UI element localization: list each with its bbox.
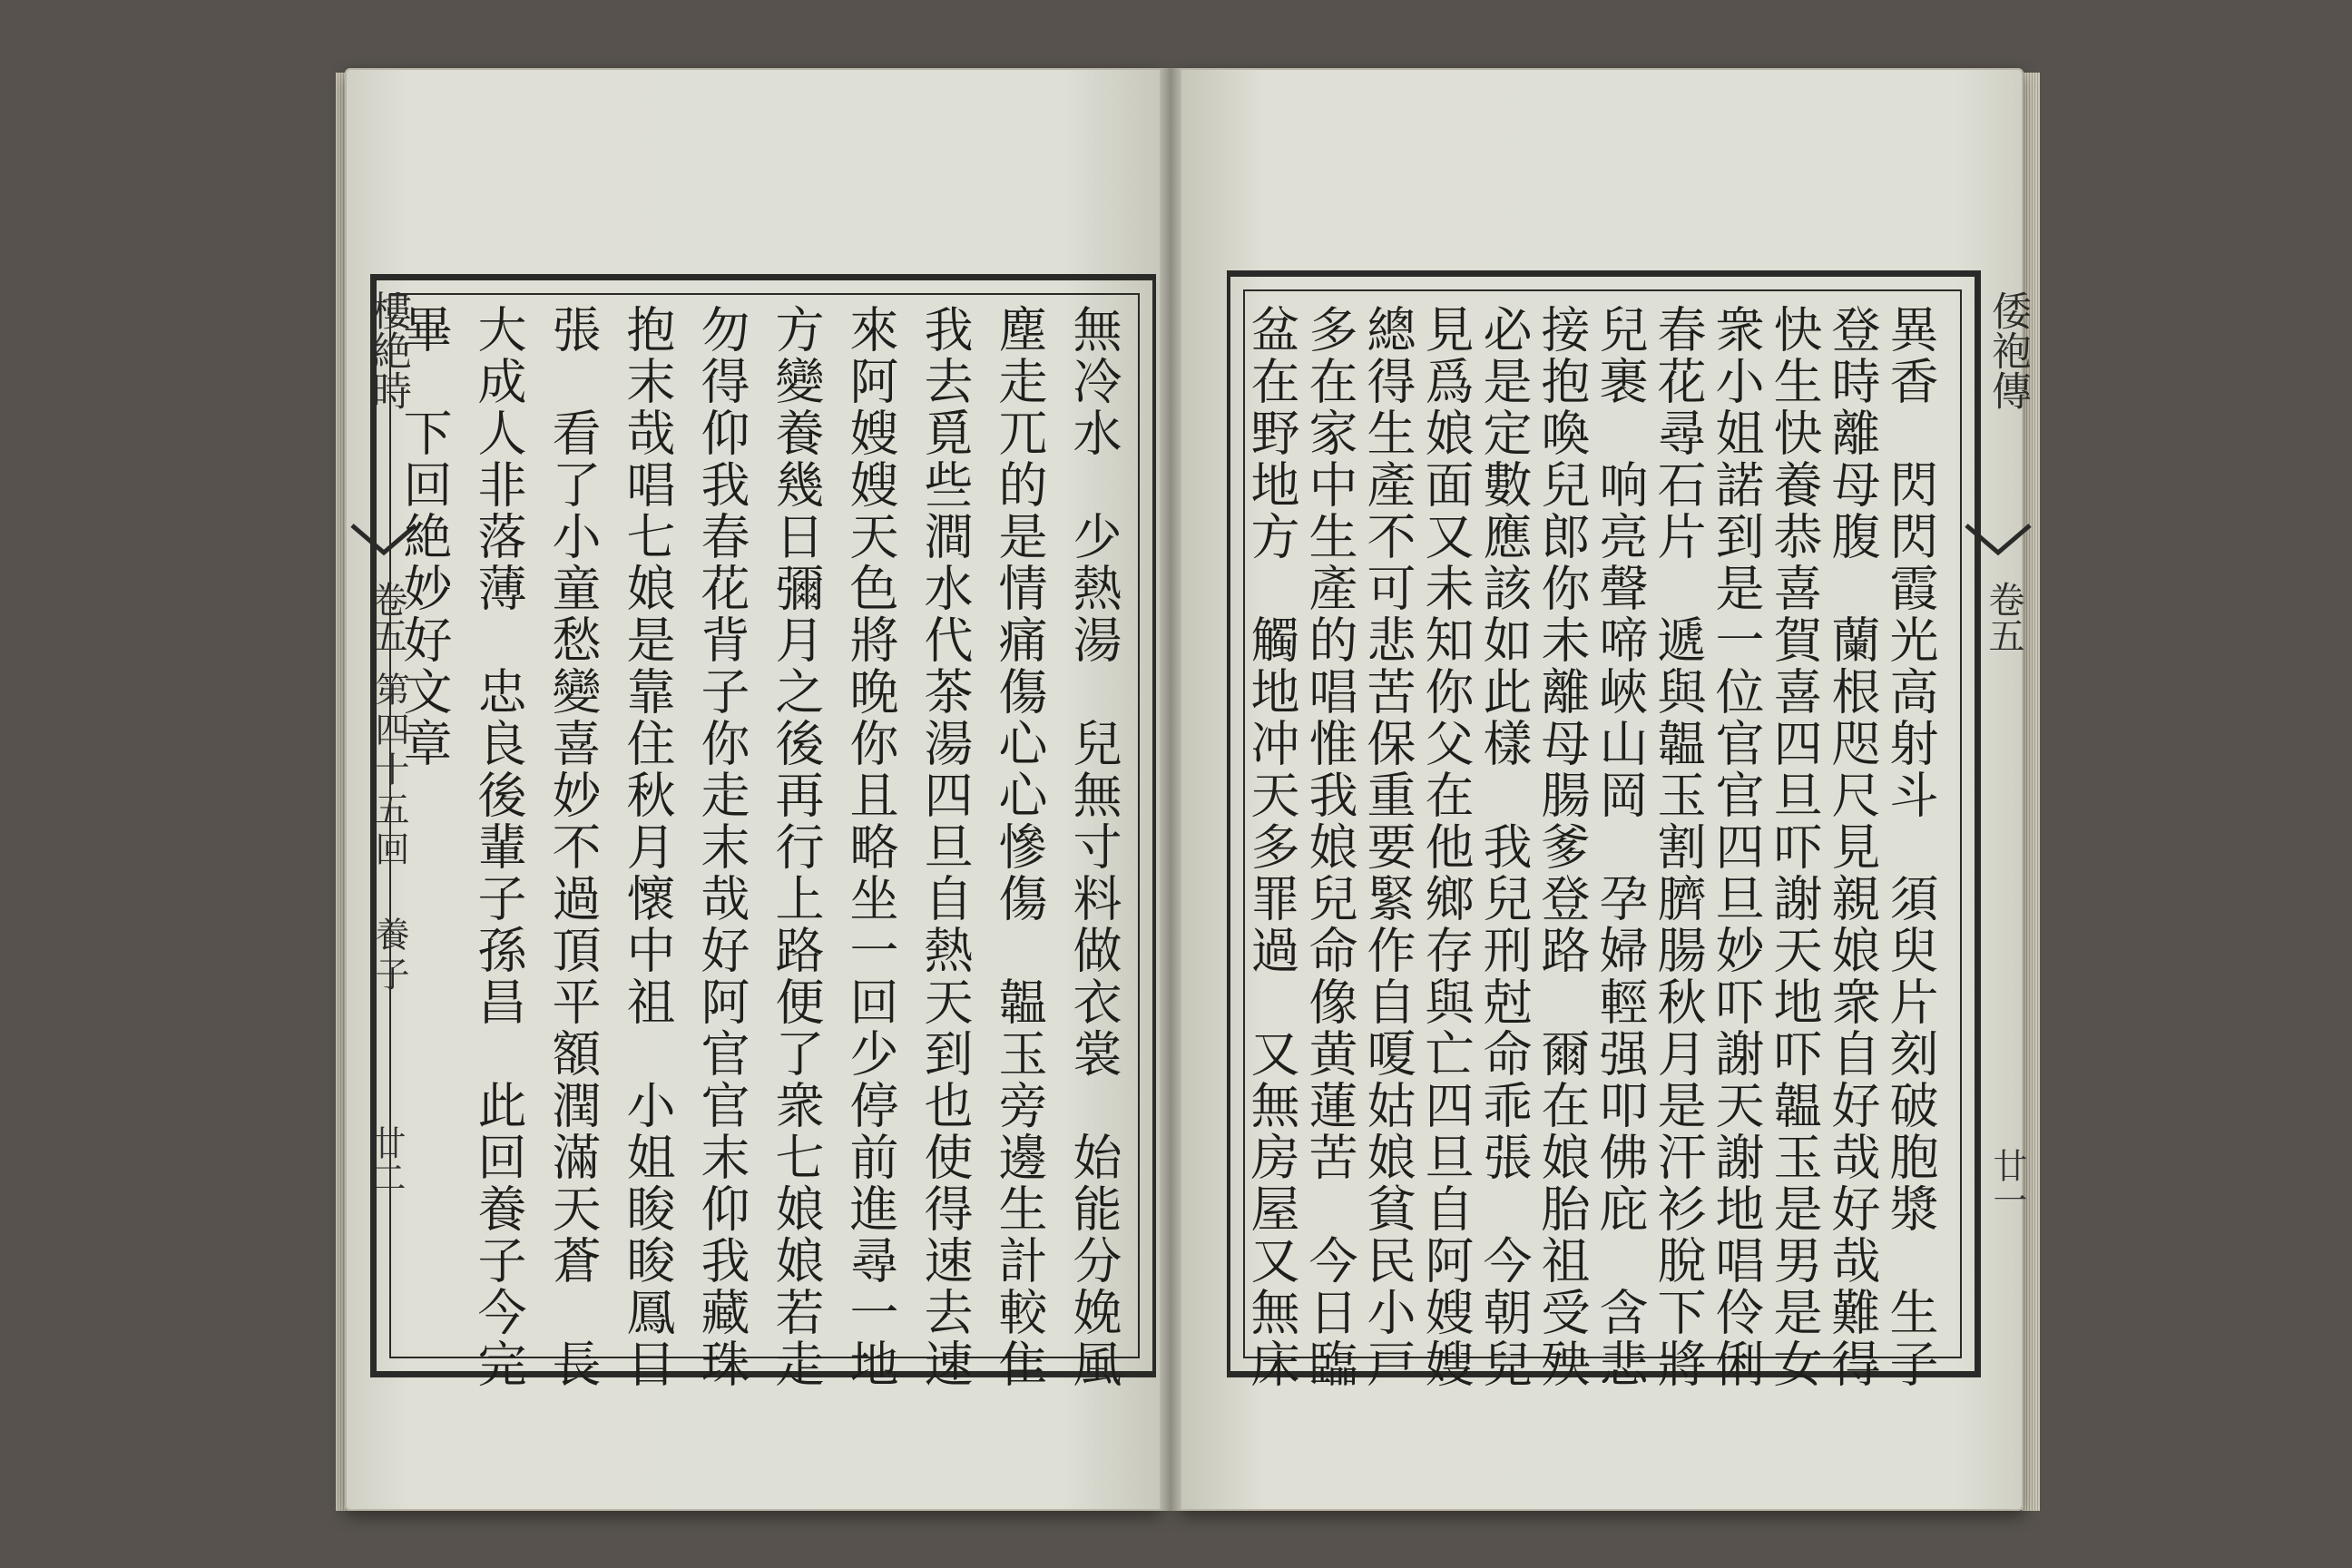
right-column-4: 衆小姐諾到是一位官官四旦妙吓謝天謝地唱伶俐 [1708,304,1765,1390]
right-margin-title: 倭袍傳 [1984,290,2031,410]
right-page-edges [2022,73,2040,1511]
right-column-8: 必是定數應該如此樣 我兒刑尅命乖張 今朝兒 [1475,304,1533,1390]
book-gutter [1160,68,1181,1511]
right-column-3: 快生快養恭喜賀喜四旦吓謝天地吓韞玉是男是女 [1766,304,1823,1390]
right-column-11: 多在家中生產的唱惟我娘兒命像黄蓮苦 今日臨 [1301,304,1358,1390]
left-chapter-title: 第四十五回 養子 [369,671,409,996]
left-column-6: 勿得仰我春花背子你走末哉好阿官官末仰我藏珠 [693,304,750,1390]
left-column-1: 無冷水 少熱湯 兒無寸料做衣裳 始能分娩風 [1065,304,1122,1390]
right-page-number: 廿一 [1987,1148,2027,1217]
left-margin-title: 樓絶時 [365,290,411,410]
right-juan-number: 卷五 [1983,581,2024,653]
right-column-7: 接抱喚兒郎你未離母腸爹登路 爾在娘胎祖受殃 [1534,304,1591,1390]
right-column-6: 兒裹 响亮聲啼峽山岡 孕婦輕强叩佛庇 含悲 [1592,304,1649,1390]
right-column-9: 見爲娘面又未知你父在他鄉存與亡四旦自阿嫂嫂 [1417,304,1475,1390]
right-column-2: 登時離母腹 蘭根咫尺見親娘衆自好哉好哉難得 [1824,304,1881,1390]
right-column-12: 盆在野地方 觸地冲天多罪過 又無房屋又無床 [1243,304,1300,1390]
left-column-3: 我去覓些澗水代茶湯四旦自熱天到也使得速去速 [916,304,974,1390]
right-column-5: 春花尋石片 遞與韞玉割臍腸秋月是汗衫脫下將 [1650,304,1707,1390]
right-column-10: 總得生產不可悲苦保重要緊作自嗄姑娘貧民小戸 [1359,304,1416,1390]
left-juan-number: 卷五 [366,581,407,653]
left-column-2: 塵走兀的是情痛傷心心慘傷 韞玉旁邊生計較隹 [991,304,1048,1390]
left-column-4: 來阿嫂嫂天色將晚你且略坐一回少停前進尋一地 [842,304,899,1390]
left-column-10: 畢 下回絶妙好文章 [396,304,453,769]
left-column-9: 大成人非落薄 忠良後輩子孫昌 此回養子今完 [470,304,527,1390]
left-page-number: 廿二 [366,1125,406,1194]
left-column-8: 張 看了小童愁變喜妙不過頂平額潤滿天蒼 長 [544,304,602,1390]
left-column-5: 方變養幾日彌月之後再行上路便了衆七娘娘若走 [768,304,825,1390]
right-column-1: 異香 閃閃霞光高射斗 須臾片刻破胞漿 生子 [1882,304,1939,1390]
left-column-7: 抱末哉唱七娘是靠住秋月懷中祖 小姐睃睃鳳目 [619,304,676,1390]
